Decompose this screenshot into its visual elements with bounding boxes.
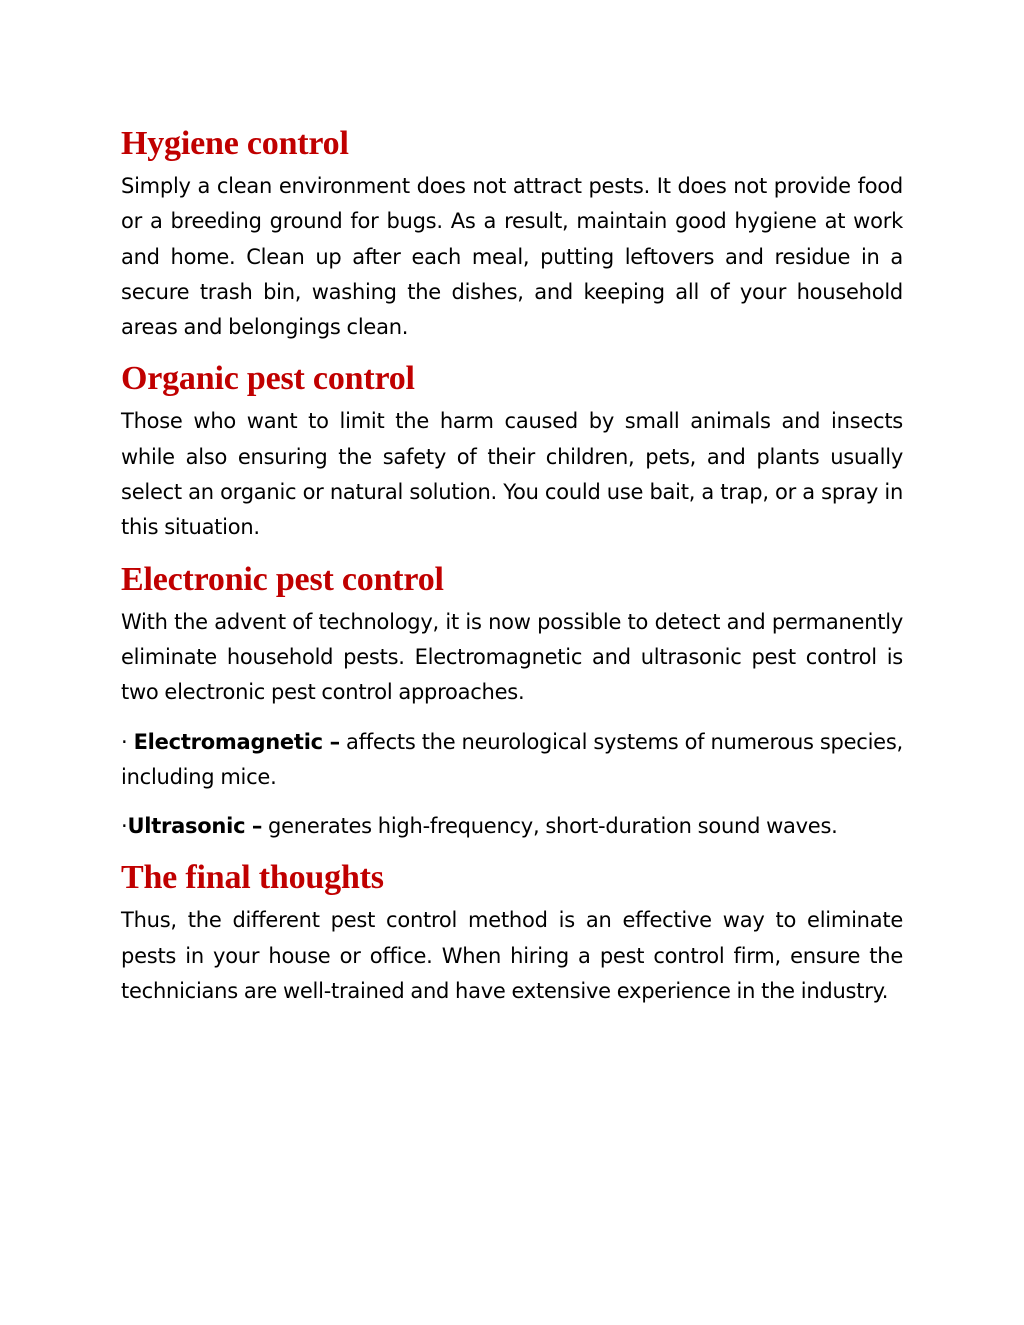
bullet-electromagnetic (121, 725, 903, 796)
section-heading-electronic: Electronic pest control (121, 560, 444, 598)
bullet-ultrasonic (121, 809, 903, 844)
section-paragraph-hygiene: Simply a clean environment does not attract pests. It does not provide food or a breeding ground for bugs. As a result, maintain good hygiene at work and home. Clean up after each meal, putting leftovers and residue in a secure trash bin, washing the dishes, and keeping all of your household areas and belongings clean. (121, 174, 903, 340)
section-heading-organic: Organic pest control (121, 360, 415, 398)
section-heading-final: The final thoughts (121, 859, 384, 897)
section-paragraph-final: Thus, the different pest control method is an effective way to eliminate pests in your house or office. When hiring a pest control firm, ensure the technicians are well-trained and have extensive experience in the industry. (121, 908, 903, 1004)
document-page (121, 118, 903, 1009)
bullet-text: generates high-frequency, short-duration sound waves. (268, 814, 838, 839)
bullet-marker: · (121, 729, 128, 754)
bullet-marker: · (121, 814, 128, 839)
bullet-text: affects the neurological systems of numerous species, including mice. (121, 729, 903, 789)
section-heading-hygiene: Hygiene control (121, 125, 349, 162)
bullet-term: Ultrasonic – (127, 814, 263, 839)
bullet-term: Electromagnetic – (133, 729, 340, 754)
section-paragraph-organic: Those who want to limit the harm caused by small animals and insects while also ensuring the safety of their children, pets, and plants usually select an organic or natural solution. You could use bait, a trap, or a spray in this situation. (121, 409, 903, 540)
section-paragraph-electronic: With the advent of technology, it is now possible to detect and permanently eliminate household pests. Electromagnetic and ultrasonic pest control is two electronic pest control approaches. (121, 609, 903, 705)
